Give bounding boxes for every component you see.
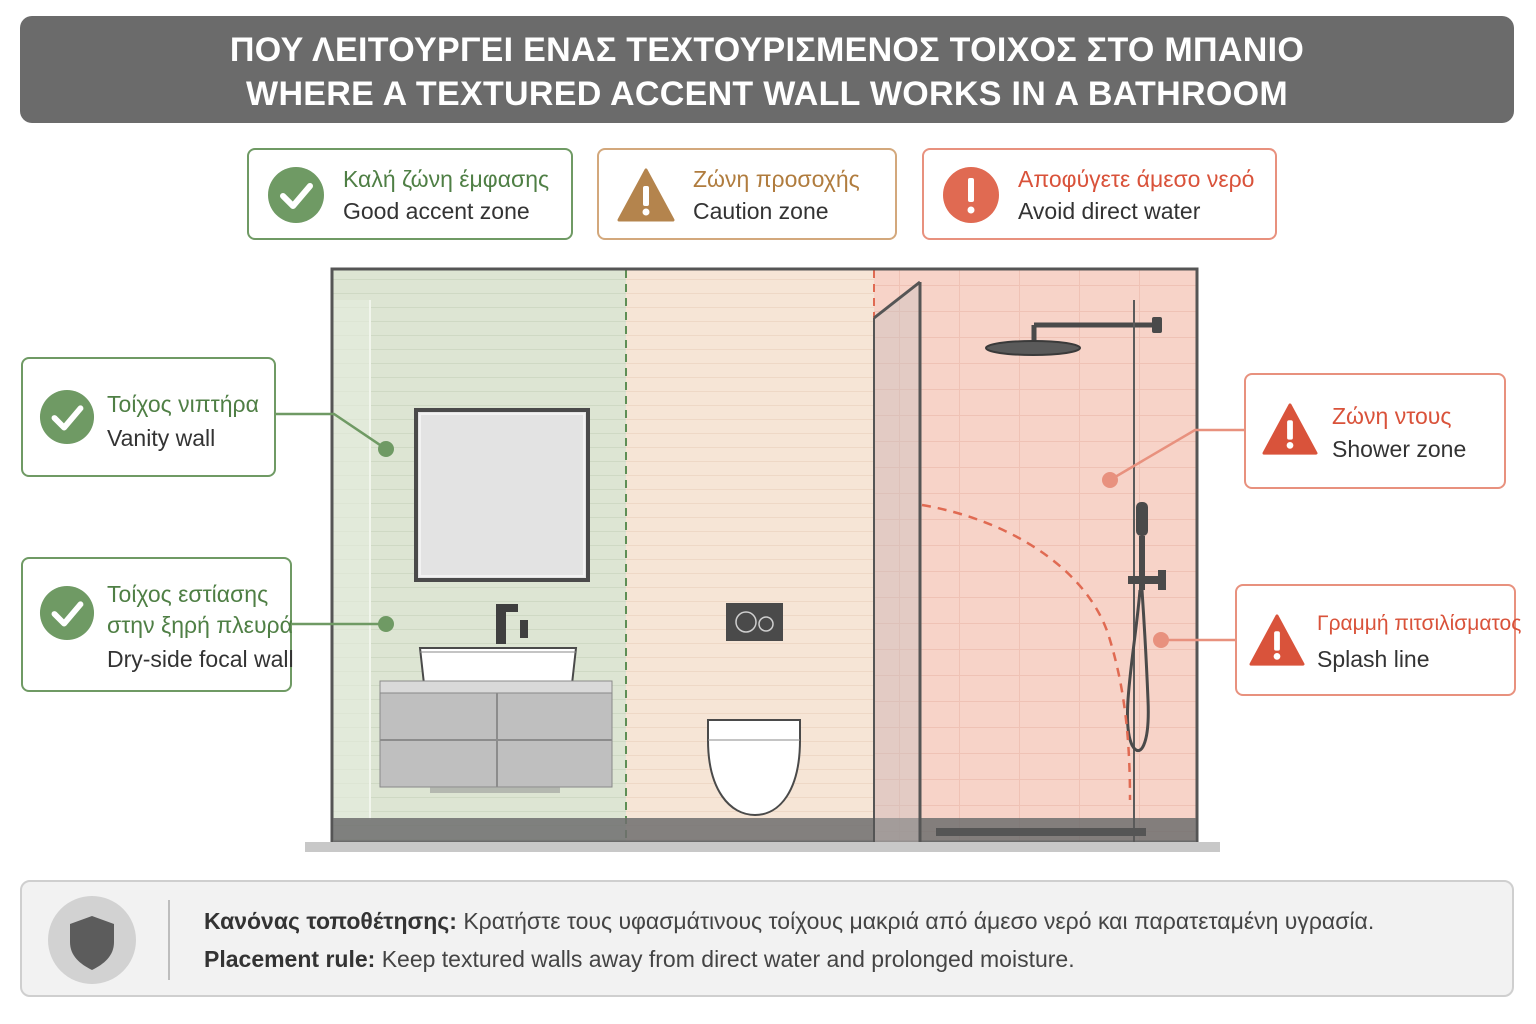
hand-shower	[1136, 502, 1148, 536]
floor-base	[305, 842, 1220, 852]
dry-side-greek-line1: Τοίχος εστίασης	[107, 581, 269, 607]
flush-plate	[726, 603, 783, 641]
rule-separator	[168, 900, 170, 980]
shower-marker	[1102, 472, 1118, 488]
sink-basin	[420, 648, 576, 684]
dry-side-greek-line2: στην ξηρή πλευρά	[107, 612, 293, 638]
vanity-english: Vanity wall	[107, 425, 216, 451]
dry-side-marker	[378, 616, 394, 632]
legend-avoid-english: Avoid direct water	[1018, 198, 1201, 224]
rule-greek-label: Κανόνας τοποθέτησης:	[204, 908, 457, 934]
callout-splash-line	[1235, 584, 1522, 696]
legend-good-english: Good accent zone	[343, 198, 530, 224]
callout-dry-side-wall	[21, 557, 292, 692]
warning-icon	[1262, 401, 1318, 457]
shield-icon	[48, 896, 136, 984]
glass-panel	[874, 282, 920, 842]
callout-vanity-wall	[21, 357, 276, 477]
dry-side-english: Dry-side focal wall	[107, 646, 294, 672]
splash-marker	[1153, 632, 1169, 648]
legend-good-greek: Καλή ζώνη έμφασης	[343, 166, 550, 192]
rule-greek	[204, 908, 1374, 935]
linear-drain	[936, 828, 1146, 836]
title-english: WHERE A TEXTURED ACCENT WALL WORKS IN A BATHROOM	[246, 75, 1288, 113]
rule-english	[204, 946, 1075, 973]
title-greek: ΠΟΥ ΛΕΙΤΟΥΡΓΕΙ ΕΝΑΣ ΤΕΧΤΟΥΡΙΣΜΕΝΟΣ ΤΟΙΧΟΣ ΣΤΟ ΜΠΑΝΙΟ	[229, 31, 1305, 69]
vanity-greek: Τοίχος νιπτήρα	[107, 391, 259, 417]
rule-english-label: Placement rule:	[204, 946, 376, 972]
mirror	[416, 410, 588, 580]
splash-greek: Γραμμή πιτσιλίσματος	[1317, 612, 1522, 635]
check-icon	[39, 389, 95, 445]
legend-caution-greek: Ζώνη προσοχής	[693, 166, 860, 192]
legend-avoid-greek: Αποφύγετε άμεσο νερό	[1018, 166, 1255, 192]
shower-english: Shower zone	[1332, 436, 1467, 462]
splash-english: Splash line	[1317, 646, 1430, 672]
vanity-marker	[378, 441, 394, 457]
rule-greek-text: Κρατήστε τους υφασμάτινους τοίχους μακριά από άμεσο νερό και παρατεταμένη υγρασία.	[463, 908, 1375, 934]
warning-icon	[1249, 612, 1305, 668]
vanity-top	[380, 681, 612, 693]
rule-english-text: Keep textured walls away from direct water and prolonged moisture.	[381, 946, 1075, 972]
placement-rule-box	[20, 880, 1514, 997]
shower-greek: Ζώνη ντους	[1332, 403, 1452, 429]
shower-head	[986, 341, 1080, 355]
callout-shower-zone	[1244, 373, 1506, 489]
check-icon	[39, 585, 95, 641]
legend-caution-english: Caution zone	[693, 198, 829, 224]
